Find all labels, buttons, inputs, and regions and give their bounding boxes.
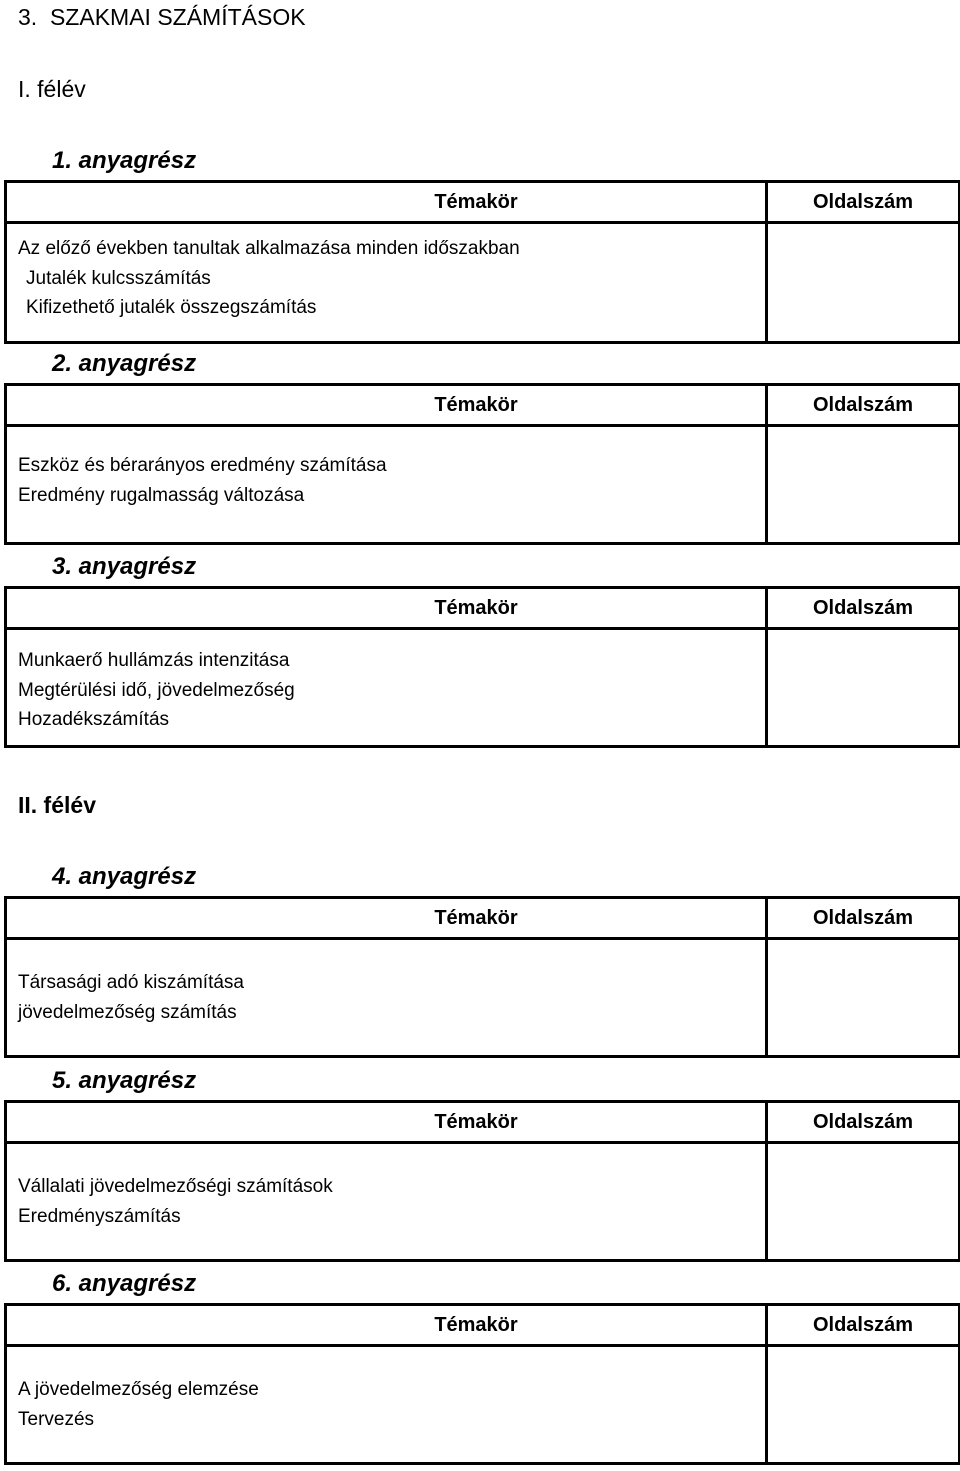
part-3-table	[4, 586, 960, 748]
topic-item: Társasági adó kiszámítása	[18, 972, 244, 993]
part-4-table	[4, 896, 960, 1058]
part-4-title: 4. anyagrész	[52, 863, 197, 890]
section-heading: 3. SZAKMAI SZÁMÍTÁSOK	[18, 4, 306, 30]
page-header: Oldalszám	[767, 182, 960, 223]
part-6-table	[4, 1303, 960, 1465]
topic-list	[6, 223, 767, 343]
page-header: Oldalszám	[767, 385, 960, 426]
part-1-table	[4, 180, 960, 344]
page-header: Oldalszám	[767, 1102, 960, 1143]
topic-item: A jövedelmezőség elemzése	[18, 1379, 259, 1400]
page-cell	[767, 1143, 960, 1261]
part-5-title: 5. anyagrész	[52, 1067, 197, 1094]
page-header: Oldalszám	[767, 898, 960, 939]
part-2-title: 2. anyagrész	[52, 350, 197, 377]
topic-item: Munkaerő hullámzás intenzitása	[18, 650, 290, 671]
semester-1-label: I. félév	[18, 76, 86, 102]
topic-item: Az előző években tanultak alkalmazása minden időszakban	[18, 238, 520, 259]
topic-header: Témakör	[6, 385, 767, 426]
page-cell	[767, 939, 960, 1057]
topic-list	[6, 939, 767, 1057]
page-cell	[767, 223, 960, 343]
topic-item: Hozadékszámítás	[18, 709, 170, 730]
topic-item: jövedelmezőség számítás	[18, 1001, 237, 1023]
page-cell	[767, 426, 960, 544]
topic-item: Eszköz és bérarányos eredmény számítása	[18, 455, 387, 476]
page-cell	[767, 1346, 960, 1464]
part-6-title: 6. anyagrész	[52, 1270, 197, 1297]
topic-item: Eredményszámítás	[18, 1205, 181, 1227]
topic-header: Témakör	[6, 1102, 767, 1143]
semester-2-label: II. félév	[18, 792, 96, 818]
topic-item: Eredmény rugalmasság változása	[18, 484, 305, 506]
topic-list	[6, 426, 767, 544]
topic-item: Jutalék kulcsszámítás	[26, 267, 211, 289]
topic-header: Témakör	[6, 898, 767, 939]
part-1-title: 1. anyagrész	[52, 147, 197, 174]
topic-list	[6, 1346, 767, 1464]
page-header: Oldalszám	[767, 1305, 960, 1346]
topic-item: Megtérülési idő, jövedelmezőség	[18, 679, 295, 701]
topic-item: Kifizethető jutalék összegszámítás	[26, 297, 317, 318]
topic-item: Vállalati jövedelmezőségi számítások	[18, 1176, 333, 1197]
topic-header: Témakör	[6, 182, 767, 223]
page-cell	[767, 629, 960, 747]
part-2-table	[4, 383, 960, 545]
topic-list	[6, 1143, 767, 1261]
page-header: Oldalszám	[767, 588, 960, 629]
topic-header: Témakör	[6, 588, 767, 629]
topic-header: Témakör	[6, 1305, 767, 1346]
part-3-title: 3. anyagrész	[52, 553, 197, 580]
topic-list	[6, 629, 767, 747]
part-5-table	[4, 1100, 960, 1262]
topic-item: Tervezés	[18, 1408, 95, 1430]
